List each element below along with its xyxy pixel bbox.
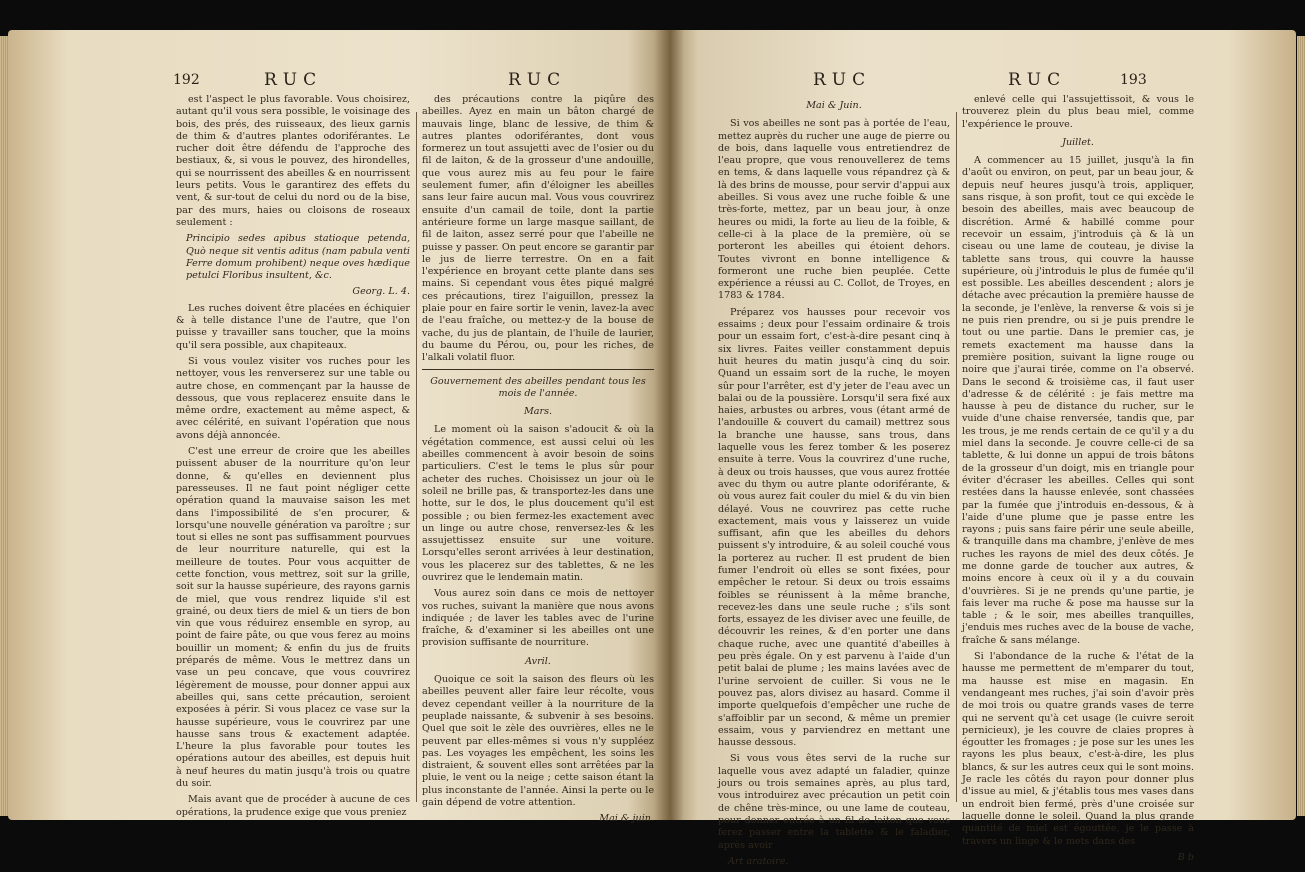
page-number: 192	[173, 72, 200, 88]
running-header: RUC	[1008, 70, 1067, 90]
paragraph: Si l'abondance de la ruche & l'état de la hausse me permettent de m'emparer du tout, ma hausse est mise en magasin. En vendangeant mes ruches, j'ai soin d'avoir près de moi trois ou quatre grands vases de terre qui ne servent qu'à cet usage (le cuivre seroit pernicieux), je les couvre de claies propres à égoutter les fromages ; je pose sur les unes les rayons les plus beaux, c'est-à-dire, les plus blancs, & sur les autres ceux qui le sont moins. Je racle les côtés du rayon pour donner plus d'issue au miel, & j'établis tous mes vases dans un endroit bien fermé, près d'une croisée sur laquelle donne le soleil. Quand la plus grande quantité de miel est égouttée, je le passe à travers un linge & le mets dans des	[962, 651, 1194, 847]
column-divider	[416, 112, 417, 802]
paragraph: Quoique ce soit la saison des fleurs où les abeilles peuvent aller faire leur récolte, vous devez cependant veiller à la nourriture de la peuplade naissante, & subvenir à ses besoins. Quel que soit le zèle des ouvrières, elles ne le peuvent par elles-mêmes si vous n'y suppléez pas. Les voyages les empêchent, les soins les distraient, & souvent elles sont arrêtées par la pluie, le vent ou la neige ; cette saison étant la plus inconstante de l'année. Ainsi la perte ou le gain dépend de votre attention.	[422, 674, 654, 809]
citation: Georg. L. 4.	[352, 286, 410, 298]
paragraph: est l'aspect le plus favorable. Vous choisirez, autant qu'il vous sera possible, le voisinage des bois, des prés, des ruisseaux, des lieux garnis de thim & d'autres plantes odoriférantes. Le rucher doit être défendu de l'approche des bestiaux, &, si vous le pouvez, des hirondelles, qui se nourrissent des abeilles & en nourrissent leurs petits. Vous le garantirez des effets du vent, & sur-tout de celui du nord ou de la bise, par des murs, haies ou cloisons de roseaux seulement :	[176, 94, 410, 228]
running-header: RUC	[813, 70, 872, 90]
running-header: RUC	[264, 70, 323, 90]
text-column-2	[962, 94, 1194, 868]
paragraph: Mais avant que de procéder à aucune de ces opérations, la prudence exige que vous preniez	[176, 794, 410, 818]
section-rule	[422, 369, 654, 370]
paragraph: des précautions contre la piqûre des abeilles. Ayez en main un bâton chargé de mauvais linge, blanc de lessive, de thim & autres plantes odoriférantes, dont vous formerez un tout assujetti avec de l'osier ou du fil de laiton, & de la grosseur d'une andouille, que vous aurez mis au feu pour le faire seulement fumer, afin d'éloigner les abeilles sans leur faire aucun mal. Vous vous couvrirez ensuite d'un camail de toile, dont la partie antérieure forme un large masque saillant, de fil de laiton, assez serré pour que l'abeille ne puisse y passer. On peut encore se garantir par le jus de lierre terrestre. On en a fait l'expérience en broyant cette plante dans ses mains. Si cependant vous êtes piqué malgré ces précautions, tirez l'aiguillon, pressez la plaie pour en faire sortir le venin, lavez-la avec de l'eau fraîche, ou mettez-y de la bouse de vache, du jus de plantain, de l'huile de laurier, du baume du Pérou, ou, pour les riches, de l'alkali volatil fluor.	[422, 94, 654, 364]
right-page-edges	[1297, 36, 1305, 816]
page-number: 193	[1120, 72, 1147, 88]
left-page-edges	[0, 36, 8, 816]
text-column-1	[176, 94, 410, 823]
text-column-2	[422, 94, 654, 830]
month-heading: Juillet.	[1062, 136, 1094, 148]
section-heading: Gouvernement des abeilles pendant tous les mois de l'année.	[430, 375, 646, 399]
paragraph: Le moment où la saison s'adoucit & où la végétation commence, est aussi celui où les abeilles commencent à avoir besoin de soins particuliers. C'est le tems le plus sûr pour acheter des ruches. Choisissez un jour où le soleil ne brille pas, & transportez-les dans une hotte, sur le dos, le plus doucement qu'il est possible ; ou bien fermez-les exactement avec un linge ou autre chose, renversez-les & les assujettissez ensuite sur une voiture. Lorsqu'elles seront arrivées à leur destination, vous les placerez sur des tablettes, & ne les ouvrirez que le lendemain matin.	[422, 424, 654, 583]
paragraph: A commencer au 15 juillet, jusqu'à la fin d'août ou environ, on peut, par un beau jour, & depuis neuf heures jusqu'à trois, appliquer, sans risque, à son profit, tout ce qui excède le besoin des abeilles, mais avec beaucoup de discrétion. Armé & habillé comme pour recevoir un essaim, j'introduis çà & là un ciseau ou une lame de couteau, je divise la tablette sans trous, qui couvre la hausse supérieure, où j'introduis le plus de fumée qu'il est possible. Les abeilles descendent ; alors je détache avec précaution la première hausse de la seconde, je l'enlève, la renverse & vois si je ne puis rien prendre, ou si je puis prendre le tout ou une partie. Dans le premier cas, je remets exactement ma hausse dans la première position, suivant la ligne rouge ou noire que j'aurai tirée, comme on l'a observé. Dans le second & troisième cas, il faut user d'adresse & de célérité : je fais mettre ma hausse à peu de distance du rucher, sur le vuide d'une chaise renversée, tandis que, par les trous, je me rends certain de ce qu'il y a du miel dans la seconde. Je couvre celle-ci de sa tablette, & lui donne un appui de trois bâtons de la grosseur d'un doigt, mis en triangle pour éviter d'écraser les abeilles. Celles qui sont restées dans la hausse enlevée, sont chassées par la fumée que j'introduis en-dessous, & à l'aide d'une plume que je passe entre les rayons ; puis sans faire périr une seule abeille, & tranquille dans ma chambre, j'enlève de mes ruches les rayons de miel des deux côtés. Je me donne garde de toucher aux autres, & moins encore à ceux où il y a du couvain d'ouvrières. Si je ne prends qu'une partie, je fais lever ma ruche & pose ma hausse sur la table ; & le soir, mes abeilles tranquilles, j'enduis mes ruches avec de la bouse de vache, fraîche & sans mélange.	[962, 155, 1194, 646]
paragraph: Les ruches doivent être placées en échiquier & à telle distance l'une de l'autre, que l'on puisse y travailler sans toucher, que la moins qu'il sera possible, aux chapiteaux.	[176, 302, 410, 351]
paragraph: Préparez vos hausses pour recevoir vos essaims ; deux pour l'essaim ordinaire & trois pour un essaim fort, c'est-à-dire pesant cinq à six livres. Faites veiller constamment depuis huit heures du matin jusqu'à cinq du soir. Quand un essaim sort de la ruche, le moyen sûr pour l'arrêter, est d'y jeter de l'eau avec un balai ou de la poussière. Lorsqu'il sera fixé aux haies, arbustes ou arbres, vous (étant armé de l'andouille & couvert du camail) mettrez sous la branche une hausse, sans trous, dans laquelle vous les ferez tomber & les poserez ensuite à terre. Vous la couvrirez d'une ruche, à deux ou trois hausses, que vous aurez frottée avec du thym ou autre plante odoriférante, & où vous aurez fait couler du miel & du vin bien délayé. Vous ne couvrirez pas cette ruche exactement, mais vous y laisserez un vuide suffisant, afin que les abeilles du dehors puissent s'y introduire, & au soleil couché vous la porterez au rucher. Il est prudent de bien fumer l'endroit où elles se sont fixées, pour empêcher le retour. Si deux ou trois essaims foibles se réunissent à la même branche, recevez-les dans une seule ruche ; s'ils sont forts, essayez de les diviser avec une feuille, de découvrir les reines, & d'en porter une dans chaque ruche, avec une quantité d'abeilles à peu près égale. On y est parvenu à l'aide d'un petit balai de plume ; les mains lavées avec de l'urine servoient de cuiller. Si vous ne le pouvez pas, alors divisez au hasard. Comme il importe quelquefois d'empêcher une ruche de s'affoiblir par un second, & même un premier essaim, vous y parviendrez en mettant une hausse dessous.	[718, 306, 950, 749]
month-heading: Avril.	[525, 655, 551, 667]
paragraph: Vous aurez soin dans ce mois de nettoyer vos ruches, suivant la manière que nous avons indiquée ; de laver les tables avec de l'urine fraîche, & d'examiner si les abeilles ont une provision suffisante de nourriture.	[422, 588, 654, 649]
paragraph: Si vous voulez visiter vos ruches pour les nettoyer, vous les renverserez sur une table ou autre chose, en commençant par la hausse de dessous, que vous replacerez ensuite dans le même ordre, exactement au même aspect, & avec célérité, en suivant l'opération que nous avons déjà annoncée.	[176, 355, 410, 441]
book-gutter	[654, 30, 684, 820]
month-heading: Mars.	[523, 406, 553, 418]
signature-mark: B b	[1177, 851, 1194, 863]
paragraph: Si vos abeilles ne sont pas à portée de l'eau, mettez auprès du rucher une auge de pierre ou de bois, dans laquelle vous entretiendrez de l'eau propre, que vous renouvellerez de tems en tems, & dans laquelle vous répandrez çà & là des brins de mousse, pour servir d'appui aux abeilles. Si vous avez une ruche foible & une très-forte, mettez, par un beau jour, à onze heures ou midi, la forte au lieu de la foible, & celle-ci à la place de la première, où se porteront les abeilles qui étoient dehors. Toutes vivront en bonne intelligence & formeront une ruche bien peuplée. Cette expérience a réussi au C. Collot, de Troyes, en 1783 & 1784.	[718, 118, 950, 302]
month-heading: Mai & Juin.	[806, 100, 862, 111]
paragraph: C'est une erreur de croire que les abeilles puissent abuser de la nourriture qu'on leur donne, & qu'elles en deviennent plus paresseuses. Il ne faut point négliger cette opération quand la mauvaise saison les met dans l'impossibilité de s'en procurer, & lorsqu'une nouvelle génération va paroître ; sur tout si elles ne sont pas suffisamment pourvues de leur nourriture naturelle, qui est la meilleure de toutes. Pour vous acquitter de cette fonction, vous mettrez, soit sur la grille, soit sur la hausse supérieure, des rayons garnis de miel, que vous rendrez liquide s'il est grainé, ou deux tiers de miel & un tiers de bon vin que vous réduirez ensemble en syrop, au point de faire pâte, ou que vous ferez au moins bouillir un moment; & enfin du jus de fruits préparés de même. Vous le mettrez dans un vase un peu concave, que vous couvrirez légèrement de mousse, pour donner appui aux abeilles qui, sans cette précaution, seroient exposées à périr. Si vous placez ce vase sur la hausse supérieure, vous le couvrirez par une hausse sans trous & exactement adaptée. L'heure la plus favorable pour toutes les opérations autour des abeilles, est depuis huit à neuf heures du matin jusqu'à trois ou quatre du soir.	[176, 446, 410, 790]
column-divider	[956, 112, 957, 802]
latin-quotation: Principio sedes apibus statioque petenda, Quò neque sit ventis aditus (nam pabula venti Ferre domum prohibent) neque oves hædique petulci Floribus insultent, &c.	[186, 233, 410, 282]
right-page	[668, 30, 1296, 867]
running-header: RUC	[508, 70, 567, 90]
signature-mark: Art aratoire.	[728, 855, 789, 867]
catchword: Mai & juin.	[599, 813, 654, 825]
text-column-1	[718, 94, 950, 872]
left-page	[8, 30, 668, 825]
paragraph: enlevé celle qui l'assujettissoit, & vous le trouverez plein du plus beau miel, comme l'expérience le prouve.	[962, 94, 1194, 130]
paragraph: Si vous vous êtes servi de la ruche sur laquelle vous avez adapté un faladier, quinze jours ou trois semaines après, au plus tard, vous introduirez avec précaution un petit coin de chêne très-mince, ou une lame de couteau, pour donner entrée à un fil de laiton que vous ferez passer entre la tablette & le faladier, après avoir	[718, 753, 950, 851]
